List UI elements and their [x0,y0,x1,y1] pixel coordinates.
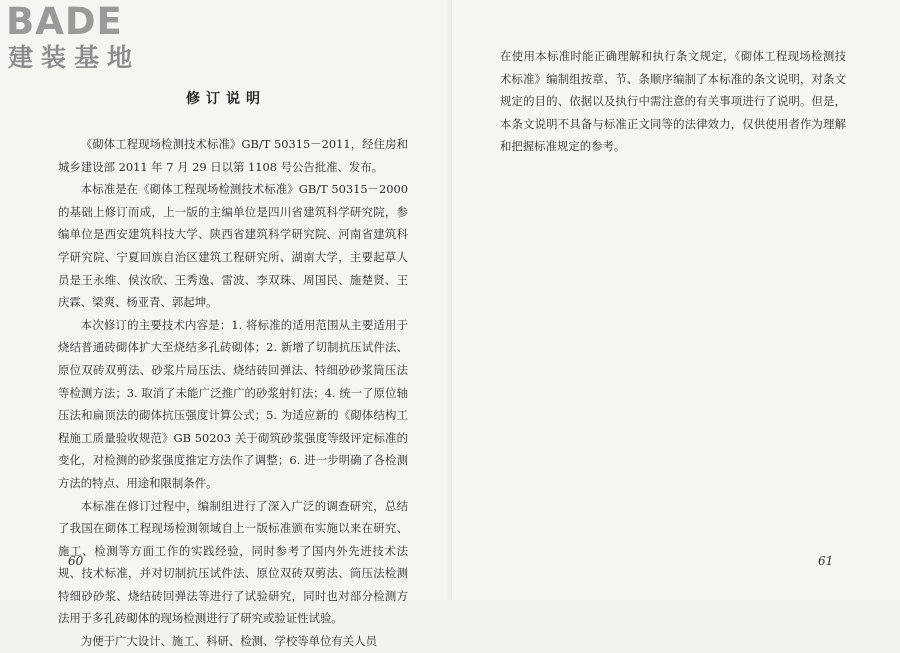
paragraph: 本次修订的主要技术内容是：1. 将标准的适用范围从主要适用于烧结普通砖砌体扩大至烧结多孔砖砌体；2. 新增了切制抗压试件法、原位双砖双剪法、砂浆片局压法、烧结砖回弹法、特细砂砂浆筒压法等检测方法；3. 取消了未能广泛推广的砂浆射钉法；4. 统一了原位轴压法和扁顶法的砌体抗压强度计算公式；5. 为适应新的《砌体结构工程施工质量验收规范》GB 50203 关于砌筑砂浆强度等级评定标准的变化，对检测的砂浆强度推定方法作了调整；6. 进一步明确了各检测方法的特点、用途和限制条件。 [58,317,408,490]
page-number-left: 60 [68,554,84,568]
bade-logo [6,2,140,74]
paragraph: 在使用本标准时能正确理解和执行条文规定，《砌体工程现场检测技术标准》编制组按章、节、条顺序编制了本标准的条文说明，对条文规定的目的、依据以及执行中需注意的有关事项进行了说明。但是，本条文说明不具备与标准正文同等的法律效力，仅供使用者作为理解和把握标准规定的参考。 [500,49,846,154]
left-page [0,0,452,649]
page-number-right: 61 [818,554,834,568]
left-body-text [58,133,408,653]
paragraph: 《砌体工程现场检测技术标准》GB/T 50315－2011，经住房和城乡建设部 2011 年 7 月 29 日以第 1108 号公告批准、发布。 [58,137,408,174]
paragraph: 本标准是在《砌体工程现场检测技术标准》GB/T 50315－2000 的基础上修订而成，上一版的主编单位是四川省建筑科学研究院，参编单位是西安建筑科技大学、陕西省建筑科学研究院、河南省建筑科学研究院、宁夏回族自治区建筑工程研究所、湖南大学，主要起草人员是王永维、侯汝欣、王秀逸、雷波、李双珠、周国民、施楚贤、王庆霖、梁爽、杨亚青、郭起坤。 [58,182,408,310]
logo-wordmark: BADE [6,0,123,43]
paragraph: 本标准在修订过程中，编制组进行了深入广泛的调查研究，总结了我国在砌体工程现场检测领域自上一版标准颁布实施以来在研究、施工、检测等方面工作的实践经验，同时参考了国内外先进技术法规、技术标准，并对切制抗压试件法、原位双砖双剪法、筒压法检测特细砂砂浆、烧结砖回弹法等进行了试验研究，同时也对部分检测方法用于多孔砖砌体的现场检测进行了研究或验证性试验。 [58,498,408,626]
logo-subtitle: 建装基地 [8,43,141,72]
section-title: 修订说明 [186,91,266,107]
paragraph: 为便于广大设计、施工、科研、检测、学校等单位有关人员 [80,634,377,649]
right-body-text [500,45,846,158]
